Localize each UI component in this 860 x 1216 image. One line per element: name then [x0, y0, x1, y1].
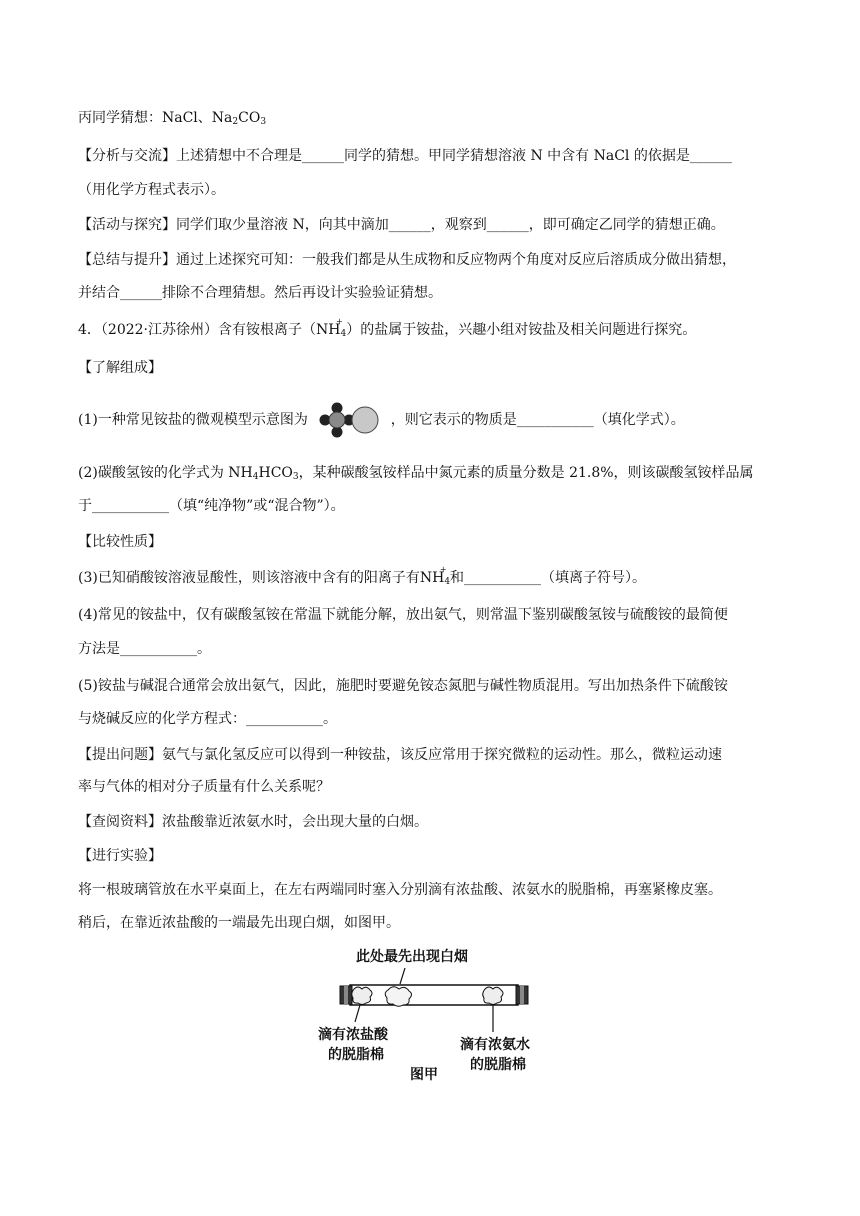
subscript: 4 — [252, 472, 259, 482]
q5-line-1: (5)铵盐与碱混合通常会放出氨气，因此，施肥时要避免铵态氮肥与碱性物质混用。写出加热条件下硫酸铵 — [78, 678, 728, 694]
right-label-1: 滴有浓氨水 — [460, 1037, 530, 1053]
ion-sub: 4 — [444, 577, 451, 587]
q5-line-2: 与烧碱反应的化学方程式：___________。 — [78, 711, 337, 727]
ion-sup: + — [336, 317, 343, 326]
q4-line-2: 方法是___________。 — [78, 641, 211, 657]
q1-line — [78, 402, 685, 438]
text: CO — [238, 110, 261, 126]
section-experiment: 【进行实验】 — [78, 848, 162, 864]
text: (2)碳酸氢铵的化学式为 NH — [78, 465, 253, 481]
subscript: 3 — [260, 117, 267, 127]
q3-line — [78, 565, 647, 592]
experiment-line-2: 稍后，在靠近浓盐酸的一端最先出现白烟，如图甲。 — [78, 915, 400, 931]
left-label-1: 滴有浓盐酸 — [318, 1027, 388, 1043]
ion-base: NH — [419, 570, 445, 586]
figure-caption: 图甲 — [410, 1067, 438, 1083]
guess-c-line — [78, 108, 266, 132]
activity-line: 【活动与探究】同学们取少量溶液 N，向其中滴加______，观察到______，即可确定乙同学的猜想正确。 — [78, 217, 725, 233]
subscript: 3 — [292, 472, 299, 482]
analysis-line-2: （用化学方程式表示）。 — [78, 182, 225, 198]
q2-line-2: 于___________（填“纯净物”或“混合物”）。 — [78, 498, 345, 514]
text: HCO — [258, 465, 293, 481]
subscript: 2 — [232, 117, 239, 127]
text: 丙同学猜想：NaCl、Na — [78, 110, 233, 126]
summary-line-2: 并结合______排除不合理猜想。然后再设计实验验证猜想。 — [78, 285, 442, 301]
question-4-heading — [78, 317, 697, 344]
text: (3)已知硝酸铵溶液显酸性，则该溶液中含有的阳离子有 — [78, 570, 420, 586]
q2-line-1 — [78, 463, 754, 487]
figure-jia — [300, 940, 560, 1090]
ion-sup: + — [439, 565, 447, 574]
problem-line-1: 【提出问题】氨气与氯化氢反应可以得到一种铵盐，该反应常用于探究微粒的运动性。那么，微粒运动速 — [78, 747, 722, 763]
text: ，则它表示的物质是___________（填化学式）。 — [390, 412, 685, 428]
section-properties: 【比较性质】 — [78, 534, 162, 550]
text: 4．（2022·江苏徐州）含有铵根离子（ — [78, 322, 316, 338]
analysis-line-1: 【分析与交流】上述猜想中不合理是______同学的猜想。甲同学猜想溶液 N 中含有 NaCl 的依据是______ — [78, 148, 732, 164]
ion-sub: 4 — [340, 329, 347, 339]
figure-top-label: 此处最先出现白烟 — [356, 949, 468, 965]
reference-line: 【查阅资料】浓盐酸靠近浓氨水时，会出现大量的白烟。 — [78, 814, 428, 830]
text: (1)一种常见铵盐的微观模型示意图为 — [78, 412, 308, 428]
molecule-model-icon — [318, 402, 380, 438]
experiment-line-1: 将一根玻璃管放在水平桌面上，在左右两端同时塞入分别滴有浓盐酸、浓氨水的脱脂棉，再塞紧橡皮塞。 — [78, 882, 722, 898]
ammonium-ion — [316, 317, 347, 344]
summary-line-1: 【总结与提升】通过上述探究可知：一般我们都是从生成物和反应物两个角度对反应后溶质成分做出猜想， — [78, 252, 736, 268]
left-label-2: 的脱脂棉 — [328, 1047, 384, 1063]
ion-base: NH — [316, 322, 341, 338]
right-label-2: 的脱脂棉 — [470, 1057, 526, 1073]
q4-line-1: (4)常见的铵盐中，仅有碳酸氢铵在常温下就能分解，放出氨气，则常温下鉴别碳酸氢铵与硫酸铵的最简便 — [78, 607, 728, 623]
ammonium-ion — [419, 565, 451, 592]
text: ，某种碳酸氢铵样品中氮元素的质量分数是 21.8%，则该碳酸氢铵样品属 — [298, 465, 754, 481]
problem-line-2: 率与气体的相对分子质量有什么关系呢？ — [78, 779, 330, 795]
text: 和___________（填离子符号）。 — [450, 570, 647, 586]
section-composition: 【了解组成】 — [78, 360, 162, 376]
text: ）的盐属于铵盐，兴趣小组对铵盐及相关问题进行探究。 — [346, 322, 697, 338]
